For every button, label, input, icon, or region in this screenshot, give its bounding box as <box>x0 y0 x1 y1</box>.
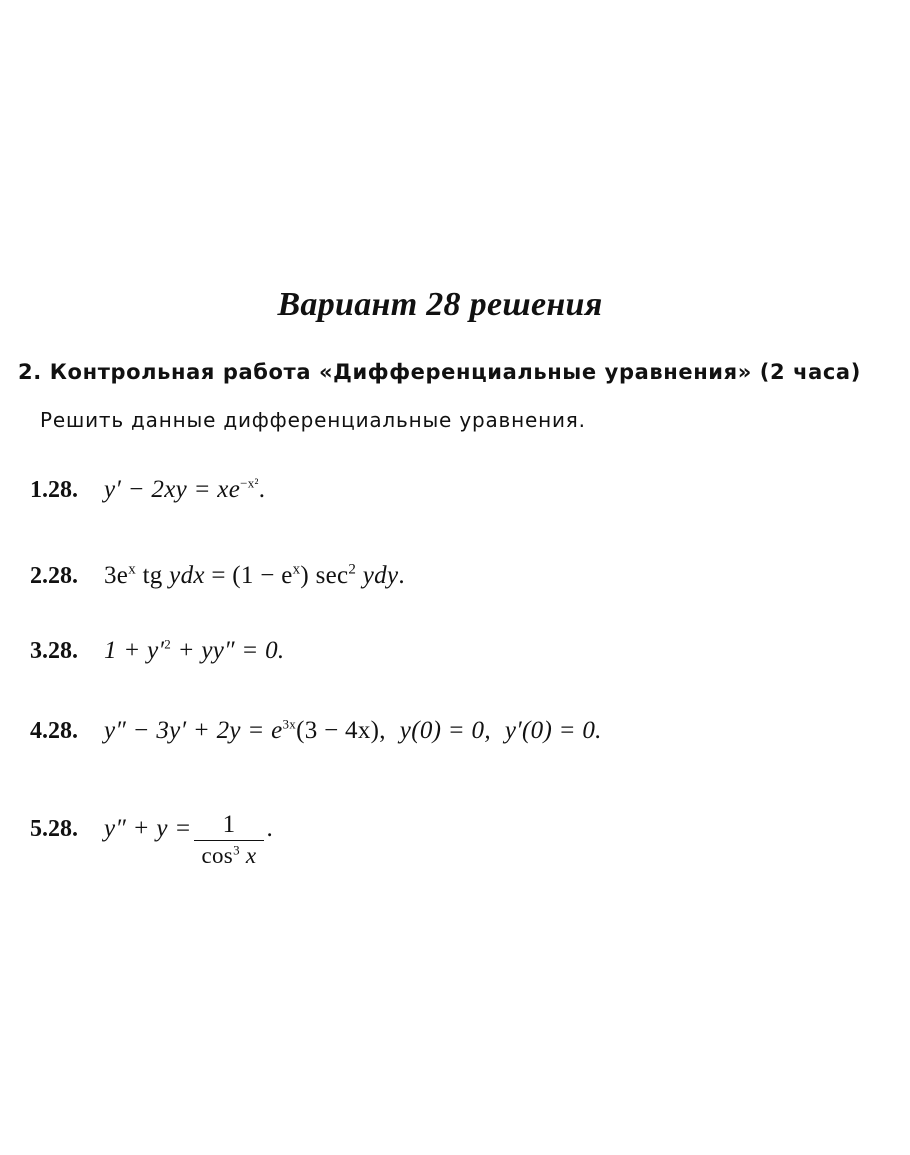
problem-2 <box>30 562 405 590</box>
page-title: Вариант 28 решения <box>277 286 603 323</box>
problem-4 <box>30 717 602 745</box>
equation-part: 3e <box>104 562 129 589</box>
exponent: 3x <box>282 716 297 732</box>
equation-part: = (1 − e <box>204 562 293 589</box>
equation-part: . <box>258 476 266 503</box>
initial-condition: y(0) = 0, <box>399 717 491 744</box>
instruction-text: Решить данные дифференциальные уравнения. <box>40 408 586 432</box>
problem-number: 4.28. <box>30 718 78 744</box>
equation-part: y″ + y = <box>104 815 192 843</box>
problem-number: 1.28. <box>30 477 78 503</box>
equation-part: ydy <box>356 562 399 589</box>
problem-number: 3.28. <box>30 638 78 664</box>
equation <box>104 562 405 590</box>
exponent: 2 <box>164 636 172 652</box>
equation-part: y′ − 2xy = xe <box>104 476 241 503</box>
equation <box>104 476 265 504</box>
fraction-numerator: 1 <box>222 811 236 838</box>
fraction <box>194 810 265 871</box>
problem-5 <box>30 800 273 868</box>
equation <box>104 717 602 745</box>
problem-3 <box>30 637 284 665</box>
denominator-variable: x <box>239 843 257 868</box>
problem-1 <box>30 476 265 504</box>
equation-part: tg <box>136 562 170 589</box>
section-heading-text: Контрольная работа «Дифференциальные уравнения» (2 часа) <box>49 360 861 384</box>
equation-part: . <box>398 562 405 589</box>
equation <box>104 637 284 665</box>
section-heading <box>18 360 861 384</box>
denominator-function: cos <box>201 843 234 868</box>
equation-part: ) sec <box>300 562 349 589</box>
exponent: −x² <box>240 475 259 491</box>
exponent: 2 <box>348 561 357 578</box>
equation-part: . <box>266 815 273 843</box>
exponent: x <box>128 561 137 578</box>
equation <box>104 800 273 868</box>
exponent: 3 <box>233 842 240 858</box>
section-number: 2. <box>18 360 42 384</box>
equation-part: 1 + y′ <box>104 637 165 664</box>
equation-part: ydx <box>169 562 205 589</box>
problem-number: 5.28. <box>30 816 78 843</box>
fraction-denominator <box>194 841 265 871</box>
equation-part: + yy″ = 0. <box>171 637 285 664</box>
exponent: x <box>292 561 301 578</box>
problem-number: 2.28. <box>30 563 78 589</box>
equation-part: y″ − 3y′ + 2y = e <box>104 717 283 744</box>
initial-condition: y′(0) = 0. <box>504 717 602 744</box>
equation-part: (3 − 4x), <box>296 717 386 744</box>
